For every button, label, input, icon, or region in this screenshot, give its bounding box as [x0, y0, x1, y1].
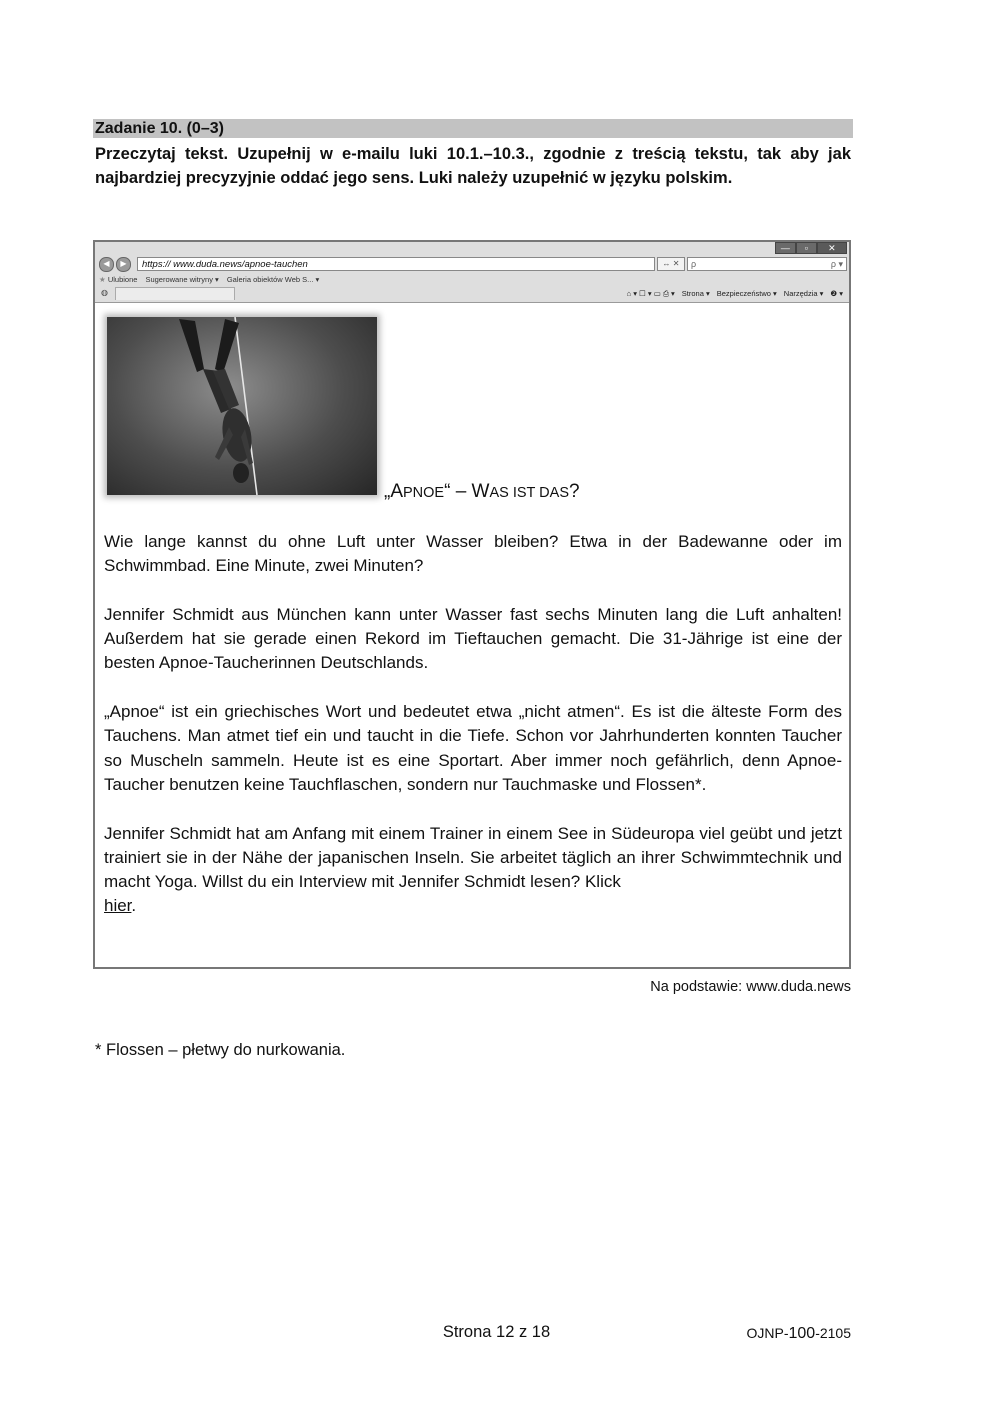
diver-photo: [107, 317, 377, 495]
forward-icon[interactable]: ▶: [116, 257, 131, 272]
freediver-illustration: [107, 317, 377, 495]
close-button[interactable]: ✕: [817, 242, 847, 254]
browser-chrome: [95, 242, 849, 303]
browser-tab[interactable]: [115, 287, 235, 300]
suggested-sites-link[interactable]: Sugerowane witryny ▾: [145, 275, 219, 284]
article-paragraph: Wie lange kannst du ohne Luft unter Wasser bleiben? Etwa in der Badewanne oder im Schwimmbad. Eine Minute, zwei Minuten?: [104, 532, 842, 576]
exam-code: OJNP-100-2105: [746, 1325, 851, 1342]
back-icon[interactable]: ◀: [99, 257, 114, 272]
command-bar: [627, 287, 843, 301]
menu-tools[interactable]: Narzędzia ▾: [783, 289, 824, 298]
web-slice-gallery-link[interactable]: Galeria obiektów Web S... ▾: [226, 275, 320, 284]
menu-security[interactable]: Bezpieczeństwo ▾: [716, 289, 777, 298]
tab-page-icon: ◍: [101, 288, 108, 297]
menu-page[interactable]: Strona ▾: [681, 289, 710, 298]
window-controls: [775, 242, 847, 255]
browser-window: [93, 240, 851, 969]
search-button-icon[interactable]: ρ ▾: [830, 259, 843, 269]
article-body: [104, 530, 842, 943]
task-header: Zadanie 10. (0–3): [93, 119, 853, 138]
search-input[interactable]: [687, 257, 847, 271]
article-paragraph: Jennifer Schmidt aus München kann unter Wasser fast sechs Minuten lang die Luft anhalten! Außerdem hat sie gerade einen Rekord im Tieftauchen gemacht. Die 31-Jährige ist eine der besten Apnoe-Taucherinnen Deutschlands.: [104, 604, 842, 673]
article-paragraph: Jennifer Schmidt hat am Anfang mit einem Trainer in einem See in Südeuropa viel geübt und jetzt trainiert sie in der Nähe der japanischen Inseln. Sie arbeitet täglich an ihrer Schwimmtechnik und macht Yoga. Willst du ein Interview mit Jennifer Schmidt lesen? Klick hier.: [104, 823, 842, 916]
search-icon: ρ: [691, 259, 697, 269]
interview-link[interactable]: hier: [104, 896, 132, 916]
minimize-button[interactable]: —: [775, 242, 796, 254]
article-paragraph: „Apnoe“ ist ein griechisches Wort und bedeutet etwa „nicht atmen“. Es ist die älteste Form des Tauchens. Man atmet tief ein und taucht in die Tiefe. Schon vor Jahrhunderten konnten Taucher so Muscheln sammeln. Heute ist es eine Sportart. Aber immer noch gefährlich, denn Apnoe-Taucher benutzen keine Tauchflaschen, sondern nur Tauchmaske und Flossen*.: [104, 702, 842, 794]
command-icons[interactable]: ⌂ ▾ ☐ ▾ ▭ ⎙ ▾: [626, 289, 675, 298]
favorites-bar: [99, 274, 319, 286]
star-icon: ★: [99, 275, 106, 284]
favorites-button[interactable]: [99, 274, 137, 286]
footnote: * Flossen – płetwy do nurkowania.: [95, 1041, 346, 1059]
maximize-button[interactable]: ▫: [796, 242, 817, 254]
refresh-stop-icons[interactable]: ↔ ✕: [657, 257, 685, 271]
task-instruction: Przeczytaj tekst. Uzupełnij w e-mailu luki 10.1.–10.3., zgodnie z treścią tekstu, tak aby jak najbardziej precyzyjnie oddać jego sens. Luki należy uzupełnić w języku polskim.: [95, 145, 851, 187]
nav-buttons: [99, 257, 131, 271]
article-title: „APNOE“ – WAS IST DAS?: [384, 481, 580, 502]
help-icon[interactable]: ❷ ▾: [830, 289, 843, 298]
favorites-label: Ulubione: [107, 275, 138, 284]
address-bar[interactable]: https:// www.duda.news/apnoe-tauchen: [137, 257, 655, 271]
command-row: [95, 287, 849, 301]
page-number: Strona 12 z 18: [442, 1323, 551, 1341]
source-note: Na podstawie: www.duda.news: [650, 979, 851, 995]
